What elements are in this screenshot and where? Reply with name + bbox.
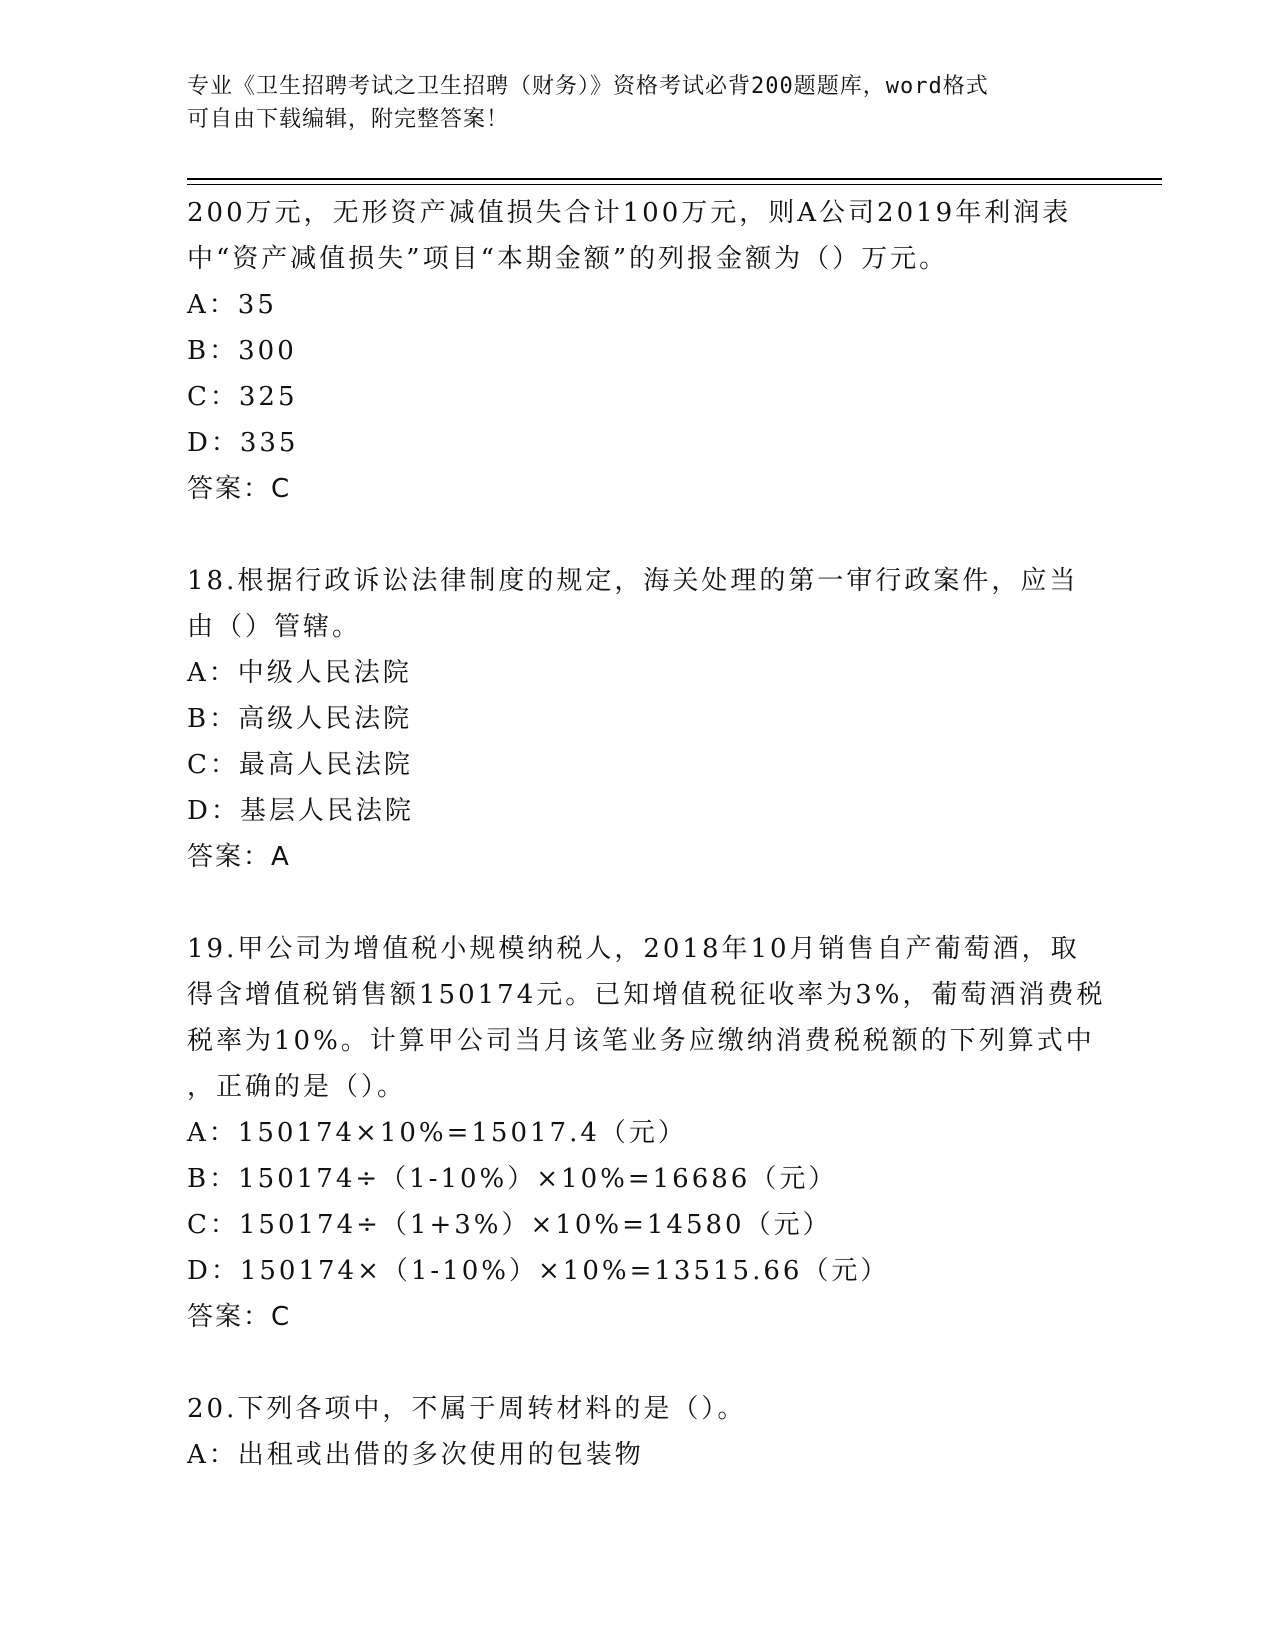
option-b: B：300: [187, 336, 297, 366]
header-line-2: 可自由下载编辑，附完整答案！: [187, 107, 510, 132]
question-stem: 18.根据行政诉讼法律制度的规定，海关处理的第一审行政案件，应当: [187, 566, 1079, 596]
option-c: C：最高人民法院: [187, 750, 413, 780]
question-stem: 由（）管辖。: [187, 612, 362, 642]
answer-line: 答案：A: [187, 842, 291, 872]
option-b: B：高级人民法院: [187, 704, 413, 734]
spacer: [187, 512, 1087, 558]
option-a: A：中级人民法院: [187, 658, 412, 688]
question-stem: 19.甲公司为增值税小规模纳税人，2018年10月销售自产葡萄酒，取: [187, 934, 1080, 964]
header-line-1: 专业《卫生招聘考试之卫生招聘（财务）》资格考试必背200题题库，word格式: [187, 74, 989, 99]
question-stem: ，正确的是（）。: [187, 1072, 407, 1102]
question-stem: 200万元，无形资产减值损失合计100万元，则A公司2019年利润表: [187, 198, 1072, 228]
question-17: [187, 190, 1087, 512]
document-body: [187, 190, 1106, 1478]
question-20: [187, 1386, 1087, 1478]
option-d: D：基层人民法院: [187, 796, 414, 826]
option-c: C：325: [187, 382, 298, 412]
question-stem: 20.下列各项中，不属于周转材料的是（）。: [187, 1394, 747, 1424]
option-a: A：35: [187, 290, 277, 320]
option-d: D：335: [187, 428, 299, 458]
question-18: [187, 558, 1087, 880]
question-19: [187, 926, 1106, 1340]
option-d: D：150174×（1-10%）×10%=13515.66（元）: [187, 1256, 890, 1286]
header-divider-thin: [187, 184, 1162, 185]
question-stem: 中“资产减值损失”项目“本期金额”的列报金额为（）万元。: [187, 244, 949, 274]
document-header: [187, 70, 1067, 136]
option-a: A：出租或出借的多次使用的包装物: [187, 1440, 644, 1470]
question-stem: 得含增值税销售额150174元。已知增值税征收率为3%，葡萄酒消费税: [187, 980, 1106, 1010]
spacer: [187, 1340, 1087, 1386]
option-b: B：150174÷（1-10%）×10%=16686（元）: [187, 1164, 838, 1194]
spacer: [187, 880, 1087, 926]
question-stem: 税率为10%。计算甲公司当月该笔业务应缴纳消费税税额的下列算式中: [187, 1026, 1095, 1056]
answer-line: 答案：C: [187, 474, 292, 504]
option-c: C：150174÷（1+3%）×10%=14580（元）: [187, 1210, 832, 1240]
answer-line: 答案：C: [187, 1302, 292, 1332]
header-divider-thick: [187, 178, 1162, 180]
option-a: A：150174×10%=15017.4（元）: [187, 1118, 687, 1148]
